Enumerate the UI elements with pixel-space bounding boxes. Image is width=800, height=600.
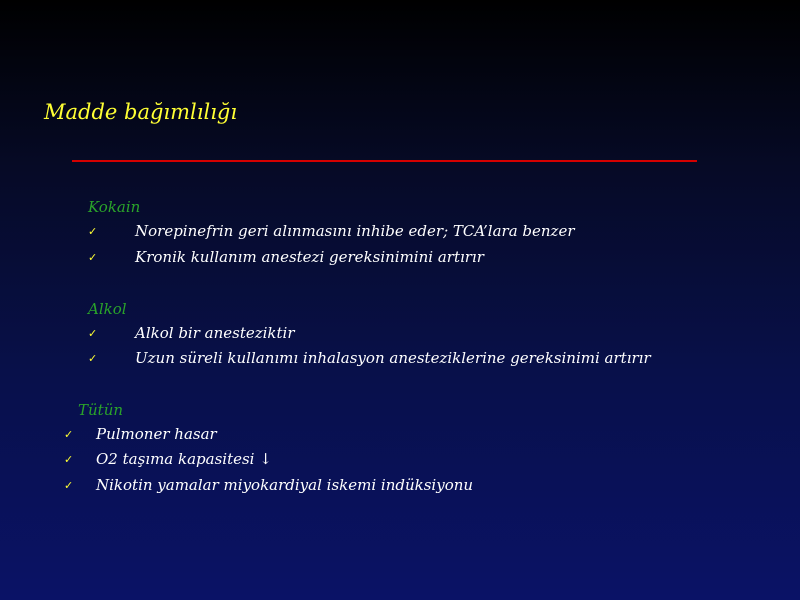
list-item: Pulmoner hasar (96, 425, 217, 443)
list-item: Uzun süreli kullanımı inhalasyon anesteziklerine gereksinimi artırır (135, 349, 651, 367)
check-mark-icon: ✓ (64, 479, 74, 492)
check-mark-icon: ✓ (88, 327, 98, 340)
list-item: Norepinefrin geri alınmasını inhibe eder; TCA’lara benzer (135, 222, 575, 240)
check-mark-icon: ✓ (64, 428, 74, 441)
title-divider (72, 160, 697, 162)
check-mark-icon: ✓ (88, 251, 98, 264)
list-item: O2 taşıma kapasitesi ↓ (96, 450, 272, 468)
section-heading-alkol: Alkol (88, 300, 127, 318)
check-mark-icon: ✓ (88, 352, 98, 365)
list-item: Nikotin yamalar miyokardiyal iskemi indüksiyonu (96, 476, 474, 494)
check-mark-icon: ✓ (64, 453, 74, 466)
section-heading-tutun: Tütün (78, 401, 124, 419)
list-item: Alkol bir anesteziktir (135, 324, 295, 342)
list-item: Kronik kullanım anestezi gereksinimini artırır (135, 248, 484, 266)
check-mark-icon: ✓ (88, 225, 98, 238)
slide-title: Madde bağımlılığı (44, 100, 238, 124)
section-heading-kokain: Kokain (88, 198, 141, 216)
